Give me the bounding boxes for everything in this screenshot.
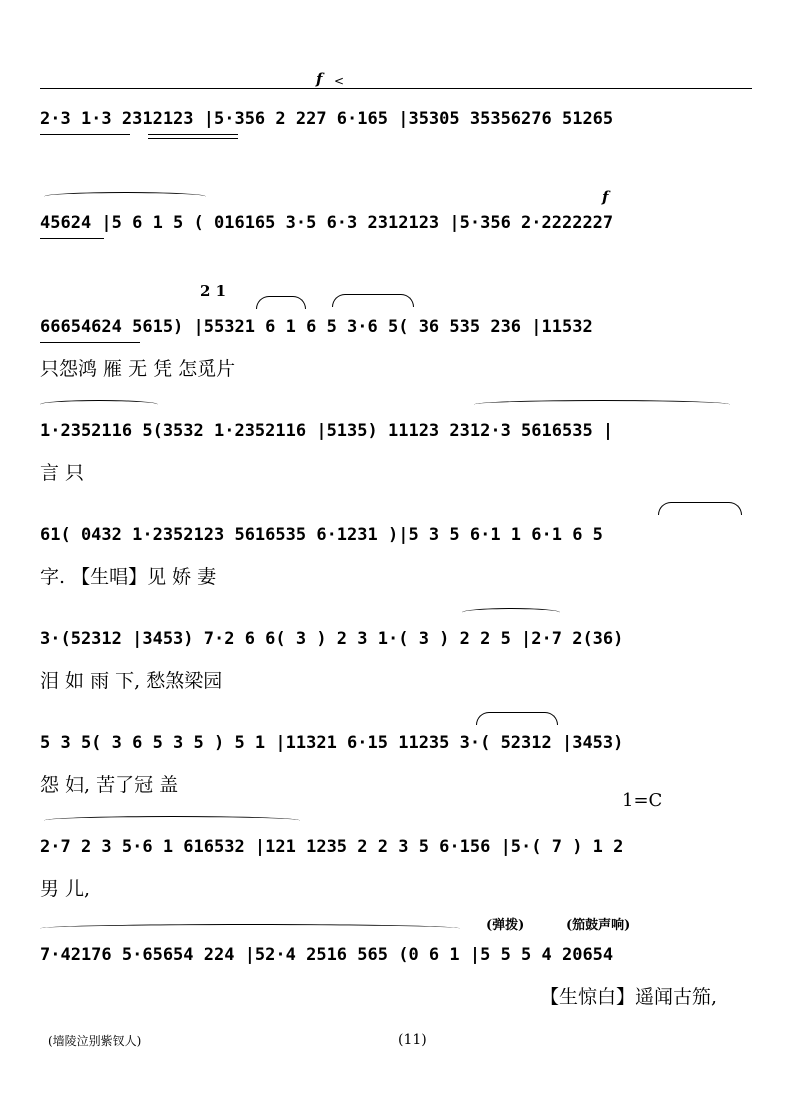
tie-arc: [658, 502, 742, 515]
phrase-slur: [44, 192, 206, 201]
beam-underline: [148, 138, 238, 139]
jianpu-notes: 45624 |5 6 1 5 ( 016165 3·5 6·3 2312123 |5·356 2·2222227: [40, 213, 614, 233]
beam-underline: [40, 342, 140, 343]
phrase-slur: [474, 400, 730, 409]
key-change-label: 1=C: [622, 790, 663, 811]
jianpu-notes: 61( 0432 1·2352123 5616535 6·1231 )|5 3 5 6·1 1 6·1 6 5: [40, 525, 603, 545]
tie-arc: [332, 294, 414, 307]
lyrics-line: 言 只: [40, 462, 85, 484]
page-number: (11): [398, 1032, 427, 1048]
beam-underline: [148, 134, 238, 135]
lyrics-line: 只怨鸿 雁 无 凭 怎觅片: [40, 358, 236, 380]
lyrics-line: 泪 如 雨 下, 愁煞梁园: [40, 670, 223, 692]
phrase-slur: [40, 924, 460, 933]
phrase-slur: [40, 400, 158, 409]
beam-underline: [40, 238, 104, 239]
jianpu-notes: 3·(52312 |3453) 7·2 6 6( 3 ) 2 3 1·( 3 ) 2 2 5 |2·7 2(36): [40, 629, 624, 649]
top-staff-line: [40, 88, 752, 89]
jianpu-notes: 2·3 1·3 2312123 |5·356 2 227 6·165 |35305 35356276 51265: [40, 109, 614, 129]
beam-underline: [40, 134, 130, 135]
fingering-above: 2 1: [200, 282, 227, 300]
jianpu-notes: 7·42176 5·65654 224 |52·4 2516 565 (0 6 1 |5 5 5 4 20654: [40, 945, 614, 965]
crescendo-hairpin-1: <: [334, 74, 345, 88]
phrase-slur: [462, 608, 560, 617]
dynamic-forte-2: f: [602, 188, 609, 206]
phrase-slur: [44, 816, 300, 825]
lyrics-line: 【生惊白】遥闻古笳,: [540, 986, 718, 1008]
lyrics-line: 怨 妇, 苦了冠 盖: [40, 774, 179, 796]
jianpu-notes: 2·7 2 3 5·6 1 616532 |121 1235 2 2 3 5 6·156 |5·( 7 ) 1 2: [40, 837, 624, 857]
pizzicato-label: (弹拨): [486, 918, 525, 933]
jianpu-notes: 66654624 5615) |55321 6 1 6 5 3·6 5( 36 535 236 |11532: [40, 317, 593, 337]
jianpu-notes: 1·2352116 5(3532 1·2352116 |5135) 11123 2312·3 5616535 |: [40, 421, 614, 441]
dynamic-forte-1: f: [316, 70, 323, 88]
tie-arc: [476, 712, 558, 725]
footer-title: (墙陵泣别紫钗人): [48, 1034, 142, 1048]
lyrics-line: 字. 【生唱】见 娇 妻: [40, 566, 217, 588]
tie-arc: [256, 296, 306, 309]
drum-sound-label: (笳鼓声响): [566, 918, 631, 933]
lyrics-line: 男 儿,: [40, 878, 91, 900]
jianpu-notes: 5 3 5( 3 6 5 3 5 ) 5 1 |11321 6·15 11235 3·( 52312 |3453): [40, 733, 624, 753]
